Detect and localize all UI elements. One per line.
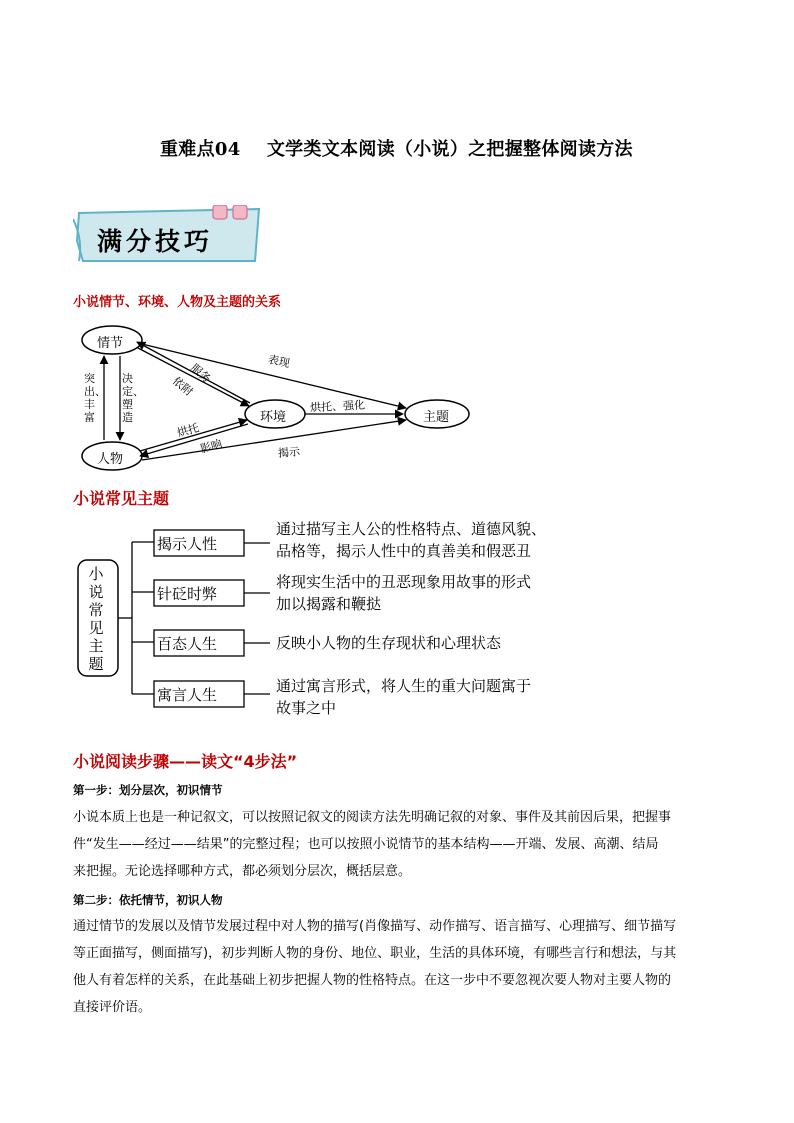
theme-desc-line: 加以揭露和鞭挞 bbox=[276, 595, 382, 613]
theme-desc-3 bbox=[276, 632, 501, 654]
page-title: 重难点04 文学类文本阅读（小说）之把握整体阅读方法 bbox=[160, 139, 633, 160]
edge-label-hongtuoqianghua: 烘托、强化 bbox=[309, 398, 366, 415]
body-line: 件“发生——经过——结果”的完整过程；也可以按照小说情节的基本结构——开端、发展、高潮、结局 bbox=[73, 837, 659, 852]
step1-title: 第一步：划分层次，初识情节 bbox=[73, 783, 223, 797]
theme-desc-1 bbox=[276, 518, 546, 562]
theme-desc-4 bbox=[276, 675, 531, 719]
step1-body bbox=[73, 804, 733, 885]
edge-label-yifu: 依附 bbox=[170, 374, 196, 399]
body-line: 通过情节的发展以及情节发展过程中对人物的描写(肖像描写、动作描写、语言描写、心理描写、细节描写 bbox=[73, 919, 677, 934]
edge-label-yingxiang: 影响 bbox=[198, 437, 224, 456]
body-line: 小说本质上也是一种记叙文，可以按照记叙文的阅读方法先明确记叙的对象、事件及其前因后果，把握事 bbox=[73, 810, 672, 825]
theme-label-1: 揭示人性 bbox=[157, 535, 218, 553]
theme-desc-line: 通过寓言形式，将人生的重大问题寓于 bbox=[276, 677, 532, 695]
edge-label-jieshi: 揭示 bbox=[277, 445, 301, 460]
theme-desc-line: 反映小人物的生存现状和心理状态 bbox=[276, 634, 502, 652]
node-theme-label: 主题 bbox=[423, 410, 450, 425]
themes-heading: 小说常见主题 bbox=[73, 489, 170, 508]
theme-label-4: 寓言人生 bbox=[157, 686, 218, 704]
clip-icon bbox=[213, 205, 227, 219]
edge-label-juedingsuzao: 决定、塑造 bbox=[122, 372, 144, 424]
banner-text: 满分技巧 bbox=[97, 227, 214, 256]
node-setting-label: 环境 bbox=[260, 410, 287, 425]
body-line: 来把握。无论选择哪种方式，都必须划分层次，概括层意。 bbox=[73, 864, 412, 879]
theme-label-3: 百态人生 bbox=[157, 635, 218, 653]
theme-desc-line: 通过描写主人公的性格特点、道德风貌、 bbox=[276, 520, 547, 538]
themes-root-label: 小说常见主题 bbox=[88, 565, 104, 673]
edge-label-fuwu: 服务 bbox=[188, 361, 214, 386]
theme-desc-line: 故事之中 bbox=[276, 699, 337, 717]
step2-body bbox=[73, 913, 733, 1021]
theme-desc-line: 品格等，揭示人性中的真善美和假恶丑 bbox=[276, 542, 532, 560]
node-character-label: 人物 bbox=[97, 452, 124, 467]
theme-desc-line: 将现实生活中的丑恶现象用故事的形式 bbox=[276, 573, 532, 591]
node-plot-label: 情节 bbox=[97, 336, 124, 351]
step2-title: 第二步：依托情节，初识人物 bbox=[73, 893, 223, 907]
edge-label-tuchufengfu: 突出、丰富 bbox=[84, 372, 106, 424]
theme-desc-2 bbox=[276, 571, 531, 615]
steps-heading: 小说阅读步骤——读文“4步法” bbox=[73, 752, 298, 771]
body-line: 直接评价语。 bbox=[73, 1000, 152, 1015]
edge-label-biaoxian: 表现 bbox=[266, 352, 292, 371]
body-line: 他人有着怎样的关系，在此基础上初步把握人物的性格特点。在这一步中不要忽视次要人物对主要人物的 bbox=[73, 973, 672, 988]
edge-label-hongtuo: 烘托 bbox=[175, 421, 201, 440]
relation-heading: 小说情节、环境、人物及主题的关系 bbox=[73, 295, 282, 310]
body-line: 等正面描写，侧面描写)，初步判断人物的身份、地位、职业，生活的具体环境，有哪些言行和想法，与其 bbox=[73, 946, 677, 961]
theme-label-2: 针砭时弊 bbox=[157, 585, 218, 603]
